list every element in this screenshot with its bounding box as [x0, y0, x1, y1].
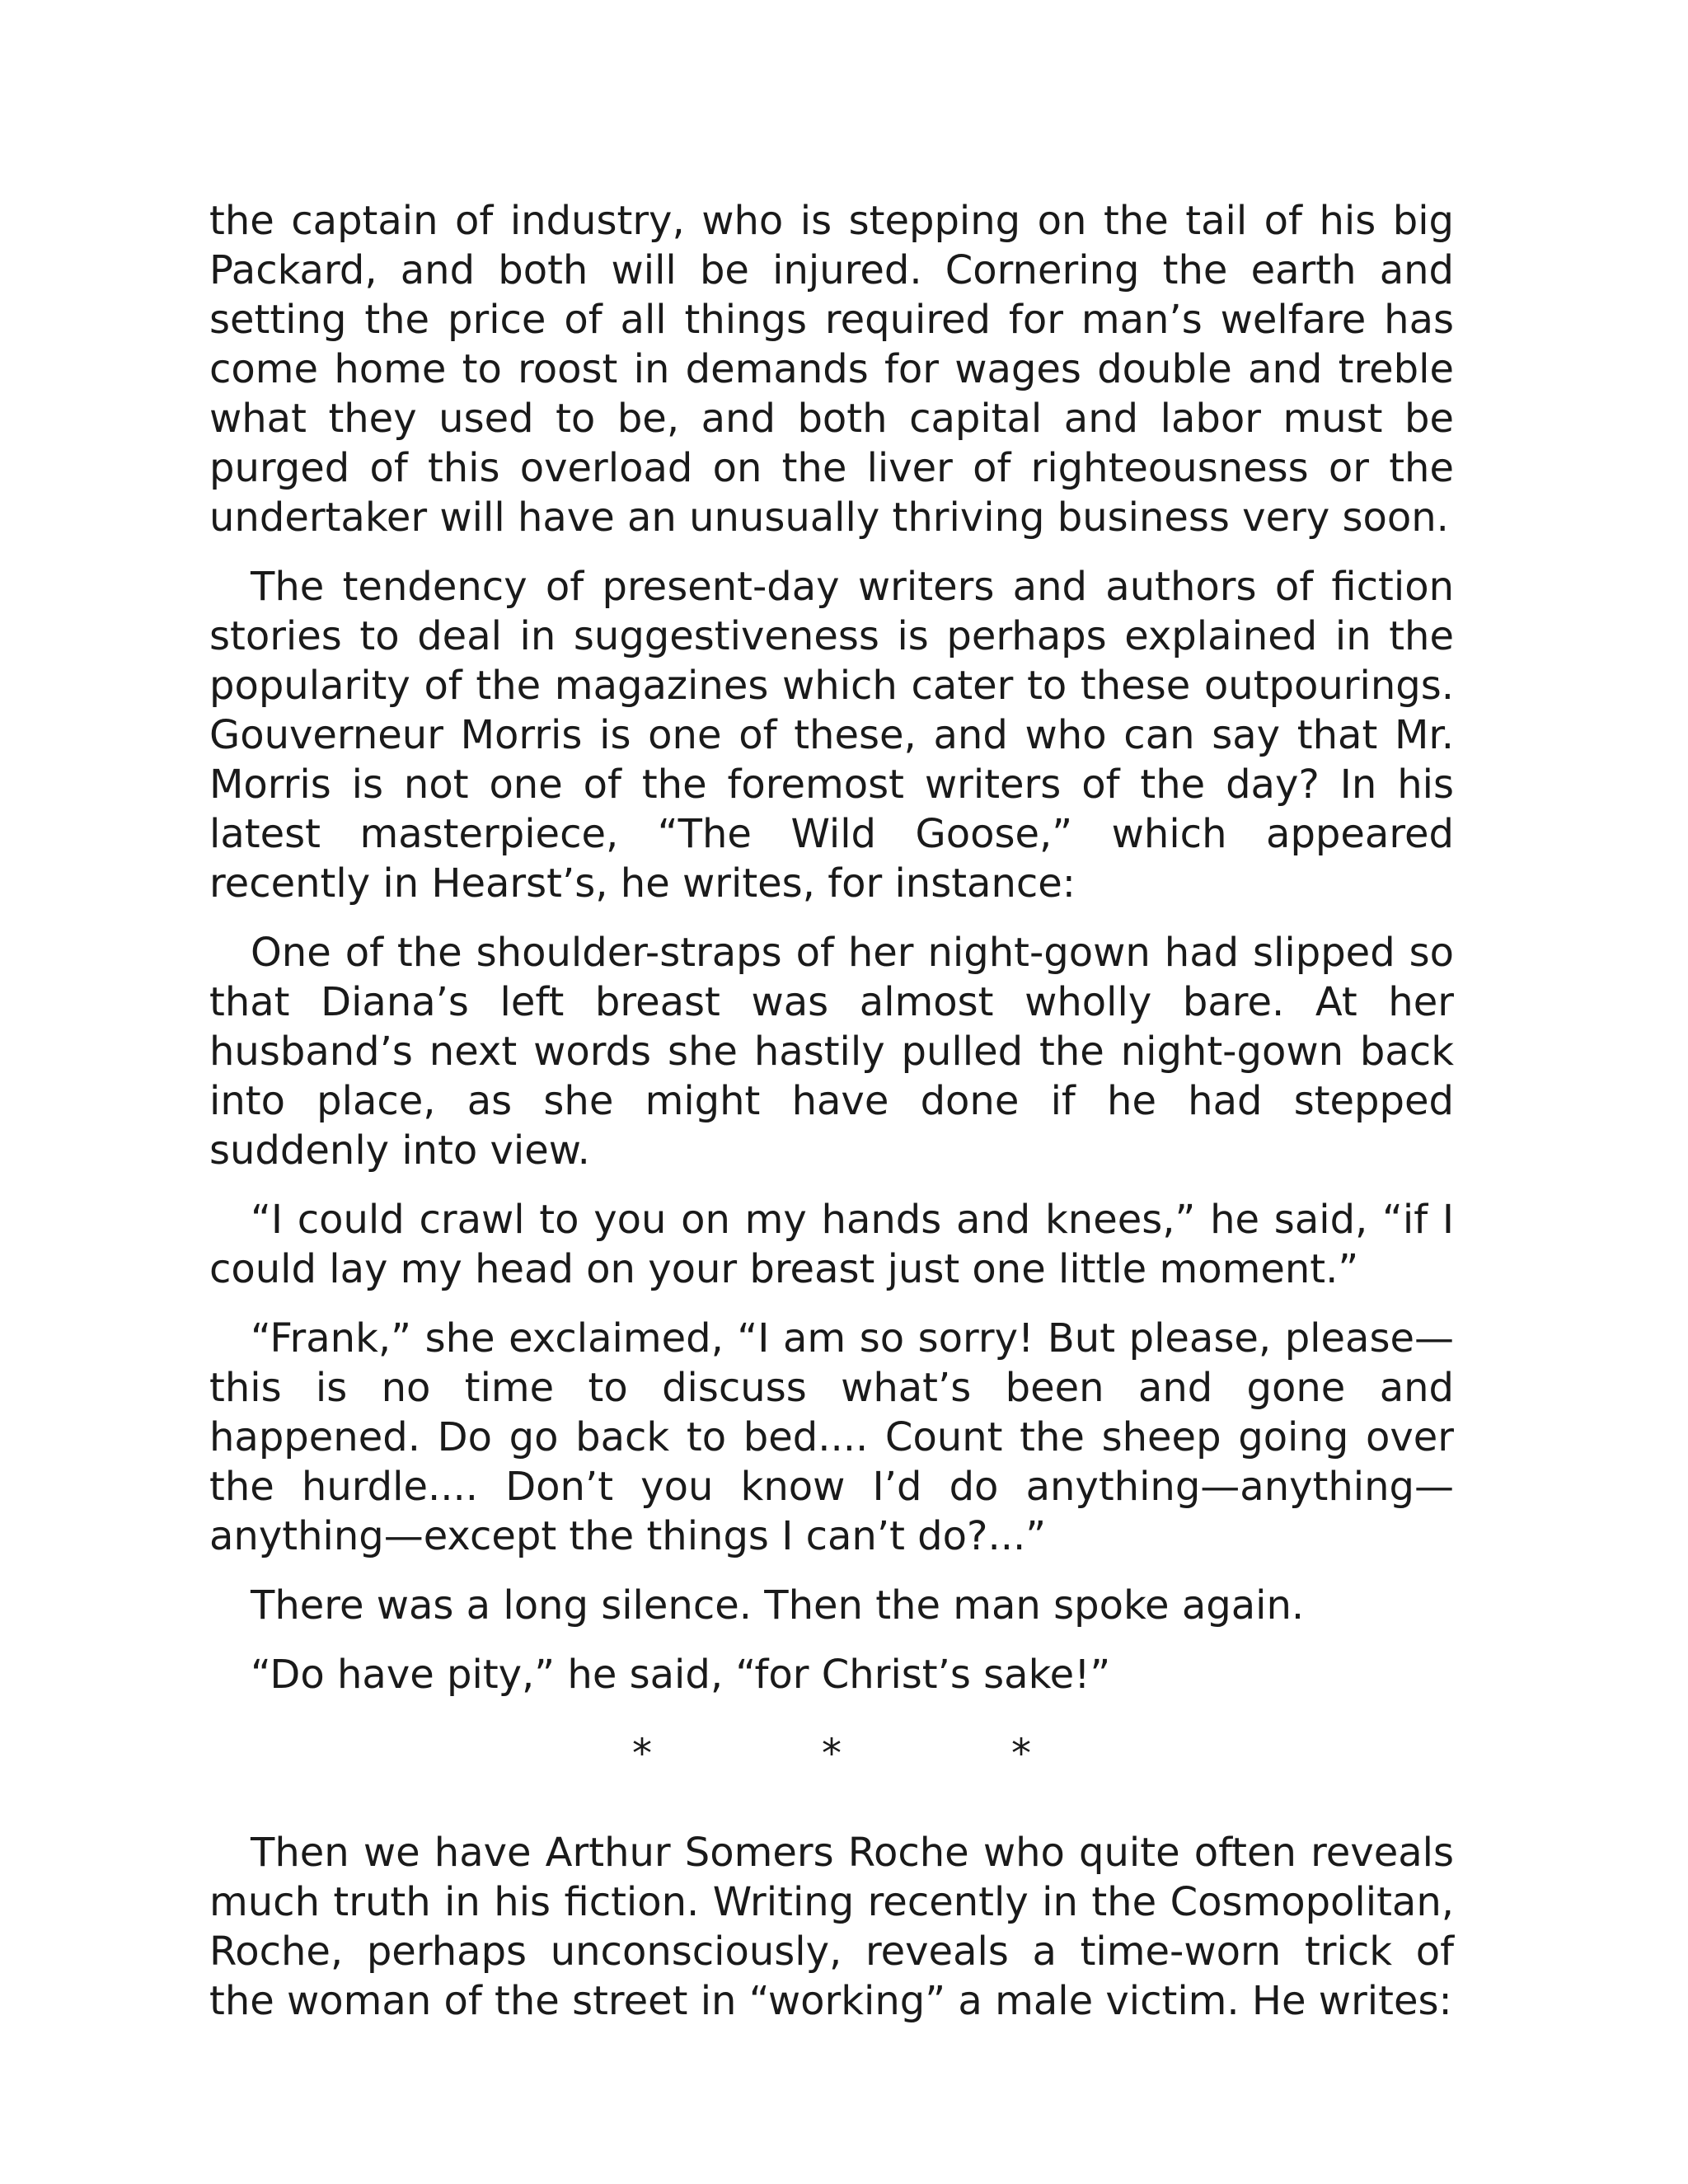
section-separator: [209, 1729, 1454, 1779]
separator-asterisk: *: [822, 1731, 842, 1777]
paragraph-long-silence: There was a long silence. Then the man spoke again.: [251, 1582, 1305, 1629]
separator-asterisk: *: [1011, 1731, 1031, 1777]
paragraph-arthur-somers-roche: Then we have Arthur Somers Roche who quite often reveals much truth in his fiction. Writing recently in the Cosmopolitan, Roche, perhaps unconsciously, reveals a time-worn trick of the woman of the street in “working” a male victim. He writes:: [209, 1830, 1454, 2024]
paragraph-have-pity: “Do have pity,” he said, “for Christ’s sake!”: [251, 1652, 1111, 1698]
paragraph-continuation: the captain of industry, who is stepping on the tail of his big Packard, and both will be injured. Cornering the earth and setting the price of all things required for man’s welfare has come home to roost in demands for wages double and treble what they used to be, and both capital and labor must be purged of this overload on the liver of righteousness or the undertaker will have an unusually thriving business very soon.: [209, 198, 1454, 541]
paragraph-quote-frank: “Frank,” she exclaimed, “I am so sorry! But please, please—this is no time to discuss what’s been and gone and happened. Do go back to bed.... Count the sheep going over the hurdle.... Don’t you know I’d do anything—anything—anything—except the things I can’t do?...”: [209, 1315, 1454, 1559]
paragraph-quote-shoulder-straps: One of the shoulder-straps of her night-gown had slipped so that Diana’s left breast was almost wholly bare. At her husband’s next words she hastily pulled the night-gown back into place, as she might have done if he had stepped suddenly into view.: [209, 930, 1454, 1174]
separator-asterisk: *: [632, 1731, 652, 1777]
paragraph-quote-crawl: “I could crawl to you on my hands and knees,” he said, “if I could lay my head on your breast just one little moment.”: [209, 1197, 1454, 1292]
paragraph-writers-tendency: The tendency of present-day writers and authors of fiction stories to deal in suggestiveness is perhaps explained in the popularity of the magazines which cater to these outpourings. Gouverneur Morris is one of these, and who can say that Mr. Morris is not one of the foremost writers of the day? In his latest masterpiece, “The Wild Goose,” which appeared recently in Hearst’s, he writes, for instance:: [209, 564, 1454, 907]
page-body: [209, 196, 1454, 2046]
